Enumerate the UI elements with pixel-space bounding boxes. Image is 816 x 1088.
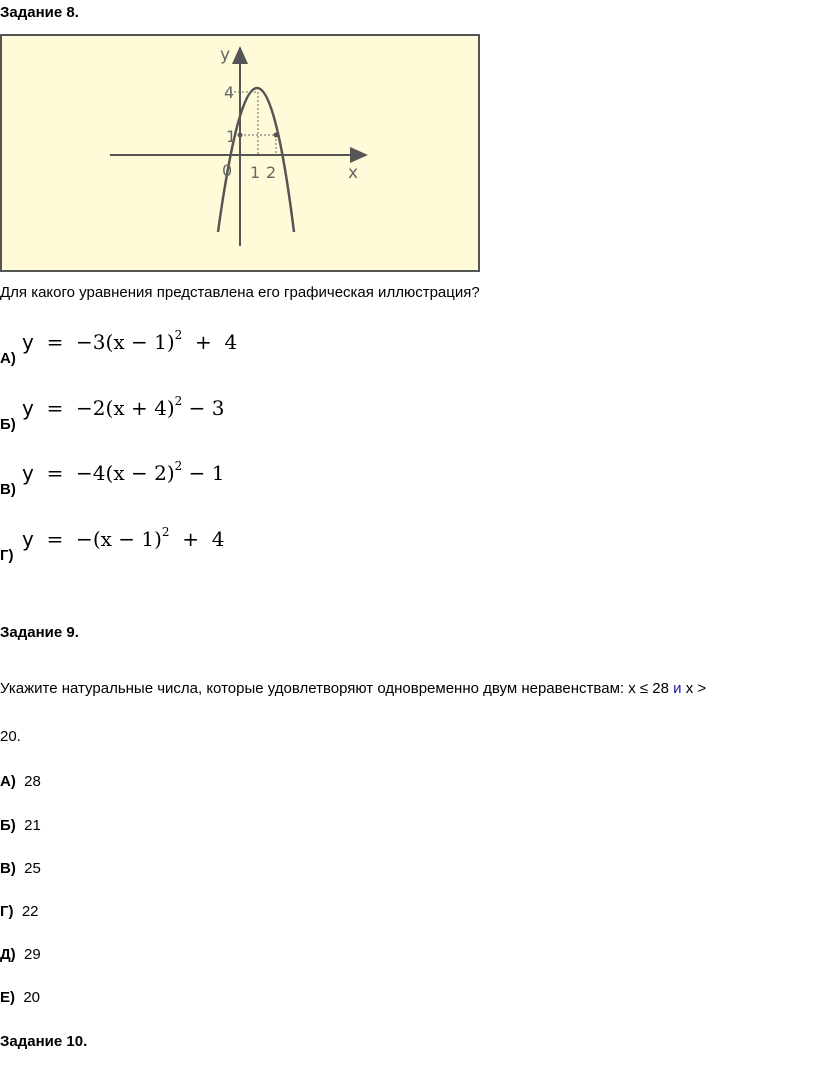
task9-question: Укажите натуральные числа, которые удовлетворяют одновременно двум неравенствам: x ≤ 28 и x > [0, 680, 707, 697]
task9-option-f[interactable]: Е) 20 [0, 989, 41, 1006]
task8-option-c-formula[interactable]: $y = -4(x - 2)^2 - 1$ [22, 459, 225, 485]
task8-option-a-formula[interactable]: $y = -3(x - 1)^2 + 4$ [22, 328, 238, 354]
task8-option-c-letter[interactable]: В) [0, 481, 16, 498]
task10-title: Задание 10. [0, 1033, 88, 1050]
task8-option-b-formula[interactable]: $y = -2(x + 4)^2 - 3$ [22, 394, 225, 420]
y-tick-1: 1 [226, 127, 237, 146]
task8-option-b-letter[interactable]: Б) [0, 416, 16, 433]
parabola-graph [0, 34, 480, 272]
y-tick-4: 4 [224, 83, 235, 102]
task9-question-line2: 20. [0, 728, 21, 745]
origin-label: 0 [222, 161, 233, 180]
x-tick-1: 1 [250, 163, 261, 182]
x-axis-label: x [348, 163, 359, 183]
parabola-curve [218, 88, 294, 232]
point-0-1 [238, 133, 243, 138]
task9-option-d[interactable]: Г) 22 [0, 903, 39, 920]
task8-option-d-letter[interactable]: Г) [0, 547, 14, 564]
task9-option-e[interactable]: Д) 29 [0, 946, 41, 963]
task8-question: Для какого уравнения представлена его графическая иллюстрация? [0, 284, 480, 301]
task9-option-c[interactable]: В) 25 [0, 860, 41, 877]
task8-option-a-letter[interactable]: А) [0, 350, 16, 367]
x-tick-2: 2 [266, 163, 277, 182]
y-axis-label: y [220, 45, 231, 65]
task8-option-d-formula[interactable]: $y = -(x - 1)^2 + 4$ [22, 525, 225, 551]
point-2-1 [274, 133, 279, 138]
task9-option-a[interactable]: А) 28 [0, 773, 41, 790]
task9-option-b[interactable]: Б) 21 [0, 817, 41, 834]
task8-title: Задание 8. [0, 4, 79, 21]
task9-title: Задание 9. [0, 624, 79, 641]
